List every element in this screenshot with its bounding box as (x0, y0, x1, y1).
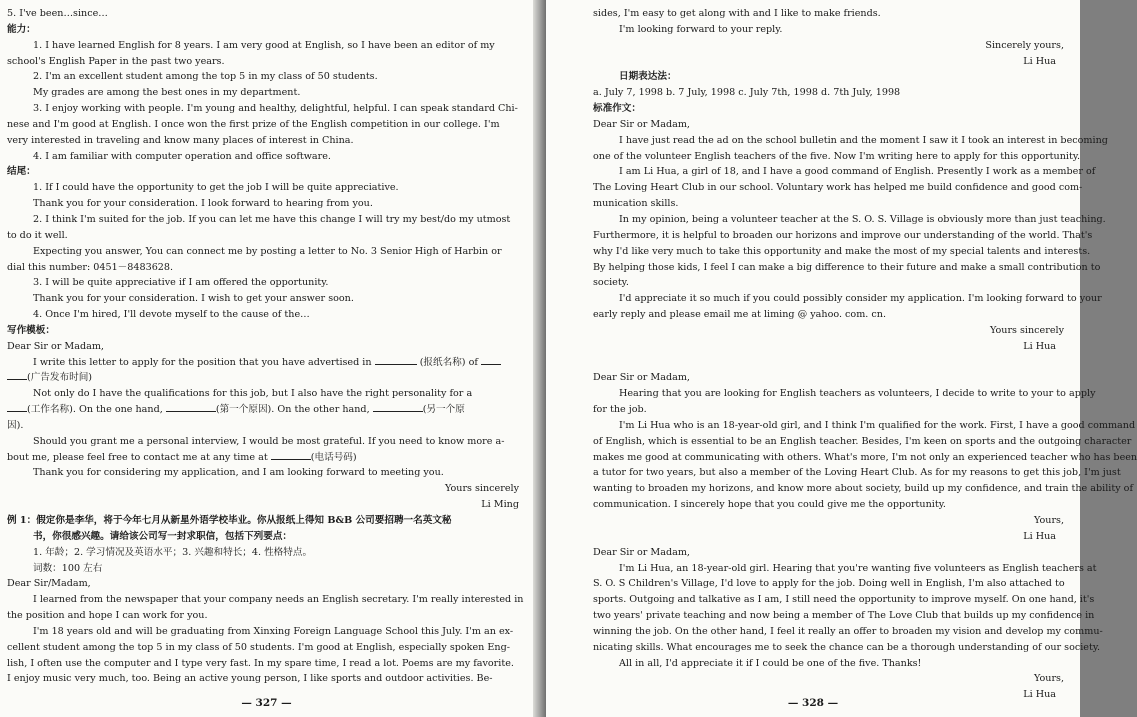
section-heading: 标准作文： (593, 103, 641, 115)
signature-name: Li Ming (481, 499, 519, 511)
template-text: (第一个原因). On the other hand, (215, 404, 370, 416)
text-line: 4. I am familiar with computer operation and office software. (33, 150, 331, 162)
text-line: school's English Paper in the past two years. (7, 55, 225, 67)
text-line: S. O. S Children's Village, I'd love to apply for the job. Doing well in English, I'm also attached to (593, 578, 1065, 590)
text-line: 3. I enjoy working with people. I'm young and healthy, delightful, helpful. I can speak standard Chi- (33, 103, 518, 115)
text-line: sports. Outgoing and talkative as I am, I still need the opportunity to improve myself. On one hand, it's (593, 594, 1095, 606)
text-line: nicating skills. What encourages me to seek the chance can be a thorough understanding of our society. (593, 641, 1101, 653)
text-line: I enjoy music very much, too. Being an active young person, I like sports and outdoor activities. Be- (7, 673, 493, 685)
text-line: I am Li Hua, a girl of 18, and I have a good command of English. Presently I work as a member of (619, 166, 1096, 178)
template-line (7, 355, 523, 371)
text-line: lish, I often use the computer and I type very fast. In my spare time, I read a lot. Poems are my favorite. (7, 657, 514, 669)
example-requirements: 1. 年龄；2. 学习情况及英语水平；3. 兴趣和特长；4. 性格特点。 (33, 546, 313, 558)
text-line: I'm 18 years old and will be graduating from Xinxing Foreign Language School this July. I'm an ex- (33, 625, 514, 637)
template-text: (另一个原 (422, 404, 465, 416)
fill-blank (375, 355, 417, 365)
template-text: (电话号码) (310, 451, 357, 463)
signature-name: Li Hua (1023, 530, 1056, 542)
template-text: (工作名称). On the one hand, (27, 404, 163, 416)
text-line: why I'd like very much to take this opportunity and make the most of my special talents and interests. (593, 245, 1091, 257)
text-line: Thank you for your consideration. I look forward to hearing from you. (33, 198, 373, 210)
template-line (7, 450, 523, 466)
section-heading: 能力： (7, 23, 36, 35)
section-heading: 结尾： (7, 166, 36, 178)
text-line: 2. I think I'm suited for the job. If you can let me have this change I will try my best/do my utmost (33, 213, 511, 225)
template-line (7, 370, 523, 386)
text-line: All in all, I'd appreciate it if I could be one of the five. Thanks! (619, 657, 922, 669)
fill-blank (271, 450, 311, 460)
template-text: (报纸名称) of (419, 356, 478, 368)
page-number: — 328 — (787, 697, 839, 709)
text-line: makes me good at communicating with others. What's more, I'm not only an experienced teacher who has been (593, 451, 1137, 463)
text-line: Furthermore, it is helpful to broaden our horizons and improve our understanding of the world. That's (593, 229, 1093, 241)
text-line: By helping those kids, I feel I can make a big difference to their future and make a small contribution to (593, 261, 1101, 273)
example-prompt: 书，你很感兴趣。请给该公司写一封求职信，包括下列要点： (33, 530, 293, 542)
template-line: Should you grant me a personal interview, I would be most grateful. If you need to know more a- (33, 435, 505, 447)
text-line: 3. I will be quite appreciative if I am offered the opportunity. (33, 277, 329, 289)
text-line: a tutor for two years, but also a member of the Loving Heart Club. As for my reasons to get this job, I'm just (593, 467, 1121, 479)
text-line: Thank you for your consideration. I wish to get your answer soon. (33, 293, 354, 305)
book-gutter (533, 0, 546, 717)
spacer (593, 355, 1068, 371)
text-line: winning the job. On the other hand, I feel it really an offer to broaden my vision and develop my commu- (593, 625, 1103, 637)
text-line: Dear Sir or Madam, (593, 372, 690, 384)
date-examples: a. July 7, 1998 b. 7 July, 1998 c. July 7th, 1998 d. 7th July, 1998 (593, 87, 901, 99)
text-line: Dear Sir/Madam, (7, 578, 91, 590)
text-line: munication skills. (593, 198, 679, 210)
text-line: Dear Sir or Madam, (7, 340, 104, 352)
signature-closing: Sincerely yours, (985, 39, 1064, 51)
fill-blank (166, 402, 216, 412)
text-line: society. (593, 277, 629, 289)
text-line: two years' private teaching and now being a member of The Love Club that builds up my confidence in (593, 610, 1095, 622)
text-line: I'm Li Hua, an 18-year-old girl. Hearing that you're wanting five volunteers as English teachers at (619, 562, 1097, 574)
text-line: the position and hope I can work for you. (7, 610, 208, 622)
template-text: (广告发布时间) (27, 372, 93, 384)
text-line: Dear Sir or Madam, (593, 546, 690, 558)
signature-name: Li Hua (1023, 55, 1056, 67)
text-line: 1. If I could have the opportunity to get the job I will be quite appreciative. (33, 182, 399, 194)
text-line: cellent student among the top 5 in my class of 50 students. I'm good at English, especially spoken Eng- (7, 641, 510, 653)
text-line: 2. I'm an excellent student among the top 5 in my class of 50 students. (33, 71, 378, 83)
text-line: I'd appreciate it so much if you could possibly consider my application. I'm looking forward to your (619, 293, 1102, 305)
text-line: wanting to broaden my horizons, and know more about society, build up my confidence, and train the ability of (593, 483, 1133, 495)
example-prompt: 例 1：假定你是李华，将于今年七月从新星外语学校毕业。你从报纸上得知 B&B 公司要招聘一名英文秘 (7, 515, 452, 526)
text-line: I'm looking forward to your reply. (619, 23, 783, 35)
page-number: — 327 — (241, 697, 292, 709)
template-line: 因). (7, 419, 24, 431)
text-line: sides, I'm easy to get along with and I like to make friends. (593, 8, 881, 19)
text-line: I learned from the newspaper that your company needs an English secretary. I'm really interested in (33, 594, 524, 606)
example-word-count: 词数：100 左右 (33, 562, 103, 574)
fill-blank (7, 402, 27, 412)
text-line: The Loving Heart Club in our school. Voluntary work has helped me build confidence and good com- (593, 182, 1083, 194)
template-line: Thank you for considering my application, and I am looking forward to meeting you. (33, 467, 444, 479)
fill-blank (7, 370, 27, 380)
fill-blank (481, 355, 501, 365)
template-line (7, 402, 523, 418)
right-page (546, 0, 1137, 717)
text-line: I'm Li Hua who is an 18-year-old girl, and I think I'm qualified for the work. First, I have a good command (619, 419, 1136, 431)
template-text: I write this letter to apply for the position that you have advertised in (33, 356, 372, 368)
signature-closing: Yours, (1033, 673, 1064, 685)
text-line: to do it well. (7, 229, 68, 241)
signature-closing: Yours sincerely (990, 324, 1064, 336)
text-line: nese and I'm good at English. I once won the first prize of the English competition in our college. I'm (7, 118, 500, 130)
template-text: bout me, please feel free to contact me at any time at (7, 451, 268, 463)
text-line: 4. Once I'm hired, I'll devote myself to the cause of the… (33, 309, 310, 321)
text-line: dial this number: 0451－8483628. (7, 261, 174, 273)
signature-closing: Yours, (1033, 515, 1064, 526)
text-line: I have just read the ad on the school bulletin and the moment I saw it I took an interest in becoming (619, 134, 1108, 146)
text-line: of English, which is essential to be an English teacher. Besides, I'm keen on sports and the outgoing character (593, 435, 1132, 447)
signature-closing: Yours sincerely (445, 483, 519, 495)
text-line: 1. I have learned English for 8 years. I am very good at English, so I have been an editor of my (33, 39, 495, 51)
fill-blank (373, 402, 423, 412)
section-heading: 日期表达法： (619, 71, 677, 83)
template-line: Not only do I have the qualifications for this job, but I also have the right personality for a (33, 388, 473, 400)
text-line: Hearing that you are looking for English teachers as volunteers, I decide to write to your to apply (619, 388, 1096, 400)
signature-name: Li Hua (1023, 689, 1056, 701)
text-line: very interested in traveling and know many places of interest in China. (7, 134, 354, 146)
text-line: communication. I sincerely hope that you could give me the opportunity. (593, 499, 946, 511)
left-page (0, 0, 533, 717)
text-line: one of the volunteer English teachers of the five. Now I'm writing here to apply for this opportunity. (593, 150, 1081, 162)
section-heading: 写作模板： (7, 324, 55, 336)
text-line: early reply and please email me at liming @ yahoo. com. cn. (593, 309, 887, 321)
text-line: for the job. (593, 404, 647, 416)
text-line: 5. I've been…since… (7, 8, 108, 19)
signature-name: Li Hua (1023, 340, 1056, 352)
text-line: In my opinion, being a volunteer teacher at the S. O. S. Village is obviously more than just teaching. (619, 213, 1106, 225)
text-line: Expecting you answer, You can connect me by posting a letter to No. 3 Senior High of Harbin or (33, 245, 502, 257)
text-line: My grades are among the best ones in my department. (33, 87, 301, 99)
text-line: Dear Sir or Madam, (593, 118, 690, 130)
